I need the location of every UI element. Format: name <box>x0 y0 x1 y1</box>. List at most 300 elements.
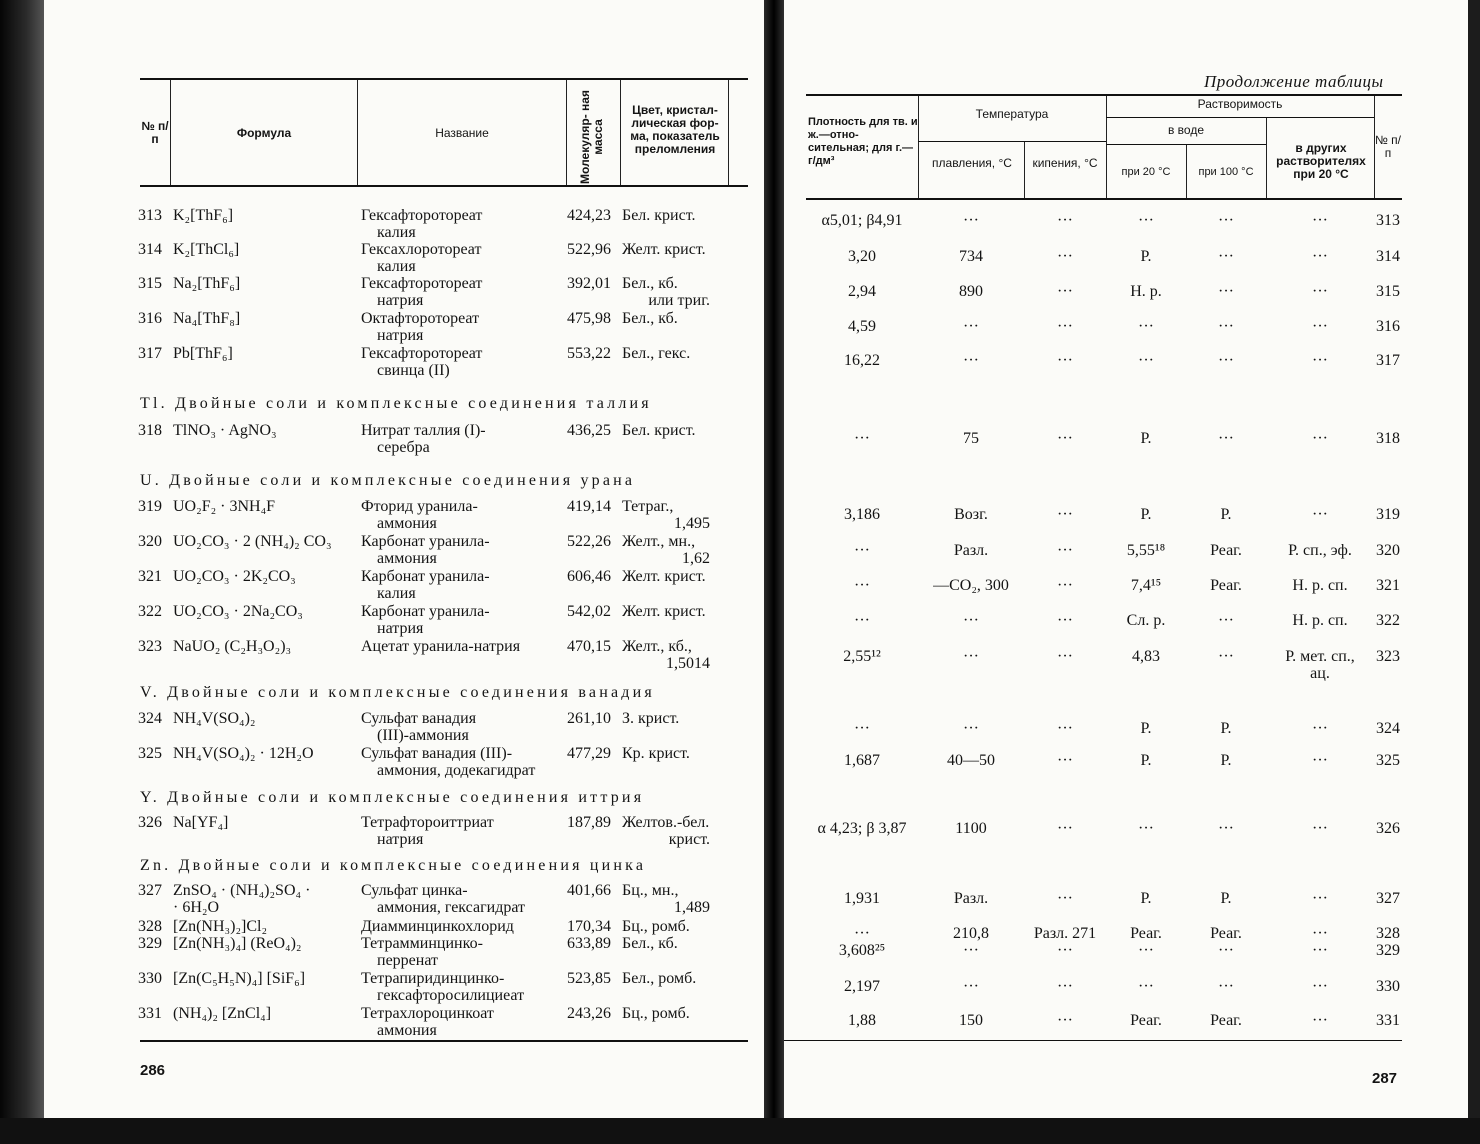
formula-line: UO₂CO₃ · 2 (NH₄)₂ CO₃ <box>173 533 332 550</box>
color-line: Бел. крист. <box>622 422 696 439</box>
row-molar-mass: 522,26 <box>567 533 611 550</box>
melting-cell: ··· <box>963 648 979 665</box>
water100-cell: Реаг. <box>1210 1012 1242 1029</box>
row-name <box>361 603 490 637</box>
boiling-cell: ··· <box>1057 648 1073 665</box>
row-number: 323 <box>138 638 162 655</box>
row-formula <box>173 241 239 258</box>
row-formula <box>173 882 310 916</box>
row-color <box>622 603 732 620</box>
water20-cell: Р. <box>1140 890 1152 907</box>
color-line: Бел., кб. <box>622 935 678 952</box>
name-line: натрия <box>377 292 424 309</box>
row-formula <box>173 207 233 224</box>
row-formula <box>173 498 275 515</box>
name-line: перренат <box>377 952 439 969</box>
row-molar-mass: 170,34 <box>567 918 611 935</box>
name-line: натрия <box>377 327 424 344</box>
melting-cell: Разл. <box>953 890 989 907</box>
section-heading: Tl. Двойные соли и комплексные соединения таллия <box>140 395 652 412</box>
right-table-bottom-rule <box>784 1040 1402 1041</box>
row-number: 318 <box>138 422 162 439</box>
other-line: ··· <box>1312 506 1328 523</box>
row-color <box>622 745 732 762</box>
formula-line: [Zn(NH₃)₂]Cl₂ <box>173 918 268 935</box>
row-name <box>361 918 514 935</box>
row-number: 324 <box>1376 720 1400 737</box>
row-number: 325 <box>138 745 162 762</box>
density-cell: 2,55¹² <box>843 648 881 665</box>
water20-cell: Реаг. <box>1130 925 1162 942</box>
other-solvents-cell <box>1266 506 1374 523</box>
book-bottom-edge <box>0 1118 1480 1144</box>
table-header-rule <box>140 185 748 187</box>
name-line: Гексафтороторeат <box>361 345 483 362</box>
name-line: свинца (II) <box>377 362 450 379</box>
other-line: ··· <box>1312 720 1328 737</box>
row-color <box>622 970 732 987</box>
formula-line: Pb[ThF₆] <box>173 345 233 362</box>
header-solubility: Растворимость <box>1197 97 1283 111</box>
row-formula <box>173 970 305 987</box>
other-solvents-cell <box>1266 248 1374 265</box>
water20-cell: ··· <box>1138 820 1154 837</box>
other-line: ··· <box>1312 430 1328 447</box>
row-molar-mass: 522,96 <box>567 241 611 258</box>
formula-line: NH₄V(SO₄)₂ <box>173 710 256 727</box>
row-molar-mass: 477,29 <box>567 745 611 762</box>
row-formula <box>173 568 296 585</box>
other-solvents-cell <box>1266 820 1374 837</box>
row-molar-mass: 523,85 <box>567 970 611 987</box>
color-line: Бел. крист. <box>622 207 696 224</box>
water20-cell: ··· <box>1138 212 1154 229</box>
water100-cell: Р. <box>1220 506 1232 523</box>
density-cell: 3,20 <box>848 248 876 265</box>
water100-cell: Р. <box>1220 720 1232 737</box>
water20-cell: Реаг. <box>1130 1012 1162 1029</box>
other-line: ··· <box>1312 752 1328 769</box>
water100-cell: ··· <box>1218 978 1234 995</box>
melting-cell: Разл. <box>953 542 989 559</box>
header-mass: Молекуляр- ная масса <box>578 90 605 184</box>
name-line: аммония <box>377 515 437 532</box>
melting-cell: 890 <box>959 283 983 300</box>
row-number: 316 <box>138 310 162 327</box>
name-line: Сульфат ванадия (III)- <box>361 745 513 762</box>
density-cell: 1,88 <box>848 1012 876 1029</box>
row-name <box>361 345 482 379</box>
name-line: Сульфат ванадия <box>361 710 477 727</box>
name-line: Карбонат уранила- <box>361 568 490 585</box>
right-page <box>784 0 1468 1118</box>
color-line: Желтов.-бел. <box>622 814 710 831</box>
row-formula <box>173 710 256 727</box>
water100-cell: ··· <box>1218 212 1234 229</box>
other-solvents-cell <box>1266 352 1374 369</box>
name-line: Тетрамминцинко- <box>361 935 483 952</box>
row-color <box>622 710 732 727</box>
row-number: 330 <box>138 970 162 987</box>
row-color <box>622 275 732 309</box>
header-color: Цвет, кристал- лическая фор- ма, показатель преломления <box>630 103 720 156</box>
row-formula <box>173 935 302 952</box>
water20-cell: ··· <box>1138 352 1154 369</box>
row-number: 321 <box>1376 577 1400 594</box>
name-line: натрия <box>377 620 424 637</box>
density-cell: ··· <box>854 612 870 629</box>
row-molar-mass: 470,15 <box>567 638 611 655</box>
melting-cell: 150 <box>959 1012 983 1029</box>
row-number: 329 <box>138 935 162 952</box>
other-solvents-cell <box>1266 720 1374 737</box>
row-name <box>361 275 482 309</box>
row-number: 315 <box>138 275 162 292</box>
row-formula <box>173 422 277 439</box>
name-line: калия <box>377 585 416 602</box>
density-cell: 1,931 <box>844 890 880 907</box>
boiling-cell: ··· <box>1057 283 1073 300</box>
row-formula <box>173 310 240 327</box>
melting-cell: —CO₂, 300 <box>933 577 1009 594</box>
row-number: 325 <box>1376 752 1400 769</box>
other-solvents-cell <box>1266 612 1374 629</box>
row-name <box>361 310 479 344</box>
row-molar-mass: 187,89 <box>567 814 611 831</box>
row-number: 319 <box>138 498 162 515</box>
melting-cell: 75 <box>963 430 979 447</box>
density-cell: ··· <box>854 542 870 559</box>
other-solvents-cell <box>1266 212 1374 229</box>
boiling-cell: ··· <box>1057 752 1073 769</box>
row-molar-mass: 553,22 <box>567 345 611 362</box>
water100-cell: ··· <box>1218 283 1234 300</box>
formula-line: ZnSO₄ · (NH₄)₂SO₄ · <box>173 882 311 899</box>
name-line: Сульфат цинка- <box>361 882 468 899</box>
color-line: Желт., мн., <box>622 533 696 550</box>
row-number: 317 <box>138 345 162 362</box>
density-cell: 2,94 <box>848 283 876 300</box>
row-formula <box>173 345 233 362</box>
water20-cell: Р. <box>1140 248 1152 265</box>
name-line: Гексахлоротореат <box>361 241 482 258</box>
name-line: Карбонат уранила- <box>361 533 490 550</box>
other-solvents-cell <box>1266 430 1374 447</box>
row-name <box>361 814 494 848</box>
melting-cell: ··· <box>963 212 979 229</box>
left-page <box>44 0 766 1118</box>
row-color <box>622 310 732 327</box>
name-line: Тетрафтороиттриат <box>361 814 494 831</box>
melting-cell: Возг. <box>954 506 988 523</box>
water100-cell: ··· <box>1218 820 1234 837</box>
row-molar-mass: 419,14 <box>567 498 611 515</box>
water100-cell: Р. <box>1220 752 1232 769</box>
row-molar-mass: 606,46 <box>567 568 611 585</box>
formula-line: (NH₄)₂ [ZnCl₄] <box>173 1005 272 1022</box>
row-color <box>622 918 732 935</box>
melting-cell: ··· <box>963 612 979 629</box>
row-formula <box>173 638 291 655</box>
name-line: Нитрат таллия (I)- <box>361 422 486 439</box>
header-temperature: Температура <box>975 107 1049 121</box>
density-cell: α5,01; β4,91 <box>821 212 903 229</box>
name-line: калия <box>377 258 416 275</box>
row-name <box>361 882 525 916</box>
water100-cell: Реаг. <box>1210 542 1242 559</box>
other-solvents-cell <box>1266 978 1374 995</box>
row-color <box>622 882 732 916</box>
row-formula <box>173 275 240 292</box>
water20-cell: Р. <box>1140 720 1152 737</box>
table-top-rule <box>140 78 748 80</box>
other-line: ··· <box>1312 820 1328 837</box>
row-color <box>622 345 732 362</box>
boiling-cell: ··· <box>1057 612 1073 629</box>
row-name <box>361 422 486 456</box>
water100-cell: ··· <box>1218 318 1234 335</box>
name-line: Ацетат уранила-натрия <box>361 638 521 655</box>
water100-cell: ··· <box>1218 942 1234 959</box>
row-formula <box>173 1005 271 1022</box>
row-number: 327 <box>138 882 162 899</box>
name-line: аммония, додекагидрат <box>377 762 536 779</box>
row-color <box>622 1005 732 1022</box>
row-number: 313 <box>1376 212 1400 229</box>
row-molar-mass: 261,10 <box>567 710 611 727</box>
water100-cell: ··· <box>1218 430 1234 447</box>
color-line: Бц., мн., <box>622 882 679 899</box>
other-line: ац. <box>1310 665 1330 682</box>
water20-cell: Р. <box>1140 430 1152 447</box>
formula-line: Na₄[ThF₈] <box>173 310 241 327</box>
name-line: Диамминцинкохлорид <box>361 918 514 935</box>
formula-line: UO₂CO₃ · 2Na₂CO₃ <box>173 603 303 620</box>
row-molar-mass: 401,66 <box>567 882 611 899</box>
row-number: 326 <box>138 814 162 831</box>
row-number: 321 <box>138 568 162 585</box>
water20-cell: ··· <box>1138 942 1154 959</box>
row-number: 315 <box>1376 283 1400 300</box>
formula-line-2: · 6H₂O <box>173 899 220 916</box>
other-solvents-cell <box>1266 942 1374 959</box>
row-name <box>361 1005 494 1039</box>
section-heading: V. Двойные соли и комплексные соединения ванадия <box>140 684 655 701</box>
boiling-cell: ··· <box>1057 820 1073 837</box>
color-line: З. крист. <box>622 710 680 727</box>
boiling-cell: ··· <box>1057 978 1073 995</box>
formula-line: NH₄V(SO₄)₂ · 12H₂O <box>173 745 314 762</box>
name-line: калия <box>377 224 416 241</box>
row-number: 326 <box>1376 820 1400 837</box>
row-number: 318 <box>1376 430 1400 447</box>
other-line: ··· <box>1312 942 1328 959</box>
row-name <box>361 970 524 1004</box>
density-cell: 2,197 <box>844 978 880 995</box>
boiling-cell: Разл. 271 <box>1033 925 1097 942</box>
color-line: Желт., кб., <box>622 638 692 655</box>
row-name <box>361 568 490 602</box>
name-line: аммония, гексагидрат <box>377 899 526 916</box>
melting-cell: ··· <box>963 318 979 335</box>
color-line: крист. <box>668 831 710 848</box>
header-boiling: кипения, °С <box>1032 156 1098 170</box>
color-line: Желт. крист. <box>622 241 706 258</box>
density-cell: α 4,23; β 3,87 <box>817 820 907 837</box>
other-solvents-cell <box>1266 648 1374 682</box>
row-formula <box>173 533 332 550</box>
color-line: Желт. крист. <box>622 568 706 585</box>
row-number: 319 <box>1376 506 1400 523</box>
row-color <box>622 568 732 585</box>
name-line: аммония <box>377 1022 437 1039</box>
row-molar-mass: 633,89 <box>567 935 611 952</box>
row-molar-mass: 436,25 <box>567 422 611 439</box>
color-line: Бел., гекс. <box>622 345 691 362</box>
boiling-cell: ··· <box>1057 577 1073 594</box>
other-line: Н. р. сп. <box>1292 577 1348 594</box>
name-line: Фторид уранила- <box>361 498 478 515</box>
boiling-cell: ··· <box>1057 942 1073 959</box>
section-heading: U. Двойные соли и комплексные соединения урана <box>140 472 636 489</box>
header-num: № п/п <box>141 119 169 146</box>
name-line: Карбонат уранила- <box>361 603 490 620</box>
boiling-cell: ··· <box>1057 542 1073 559</box>
row-number: 328 <box>1376 925 1400 942</box>
page-number-right: 287 <box>1372 1070 1398 1087</box>
row-number: 322 <box>1376 612 1400 629</box>
color-line: Тетраг., <box>622 498 674 515</box>
other-solvents-cell <box>1266 890 1374 907</box>
other-line: ··· <box>1312 1012 1328 1029</box>
water20-cell: 5,55¹⁸ <box>1126 542 1166 559</box>
density-cell: 3,608²⁵ <box>838 942 886 959</box>
boiling-cell: ··· <box>1057 890 1073 907</box>
name-line: Октафторотореат <box>361 310 480 327</box>
boiling-cell: ··· <box>1057 1012 1073 1029</box>
other-solvents-cell <box>1266 752 1374 769</box>
formula-line: K₂[ThF₆] <box>173 207 234 224</box>
row-molar-mass: 475,98 <box>567 310 611 327</box>
melting-cell: 734 <box>959 248 983 265</box>
other-solvents-cell <box>1266 925 1374 942</box>
other-line: ··· <box>1312 978 1328 995</box>
header-density: Плотность для тв. и ж.—отно- сительная; для г.—г/дм³ <box>808 116 918 167</box>
book-left-edge <box>0 0 44 1144</box>
density-cell: ··· <box>854 925 870 942</box>
other-solvents-cell <box>1266 318 1374 335</box>
row-number: 322 <box>138 603 162 620</box>
water20-cell: ··· <box>1138 318 1154 335</box>
boiling-cell: ··· <box>1057 248 1073 265</box>
header-in-water: в воде <box>1167 123 1205 137</box>
section-heading: Y. Двойные соли и комплексные соединения иттрия <box>140 789 645 806</box>
header-formula: Формула <box>236 126 292 140</box>
formula-line: Na₂[ThF₆] <box>173 275 241 292</box>
boiling-cell: ··· <box>1057 506 1073 523</box>
name-line: Гексафтороторeат <box>361 275 483 292</box>
other-line: ··· <box>1312 248 1328 265</box>
row-name <box>361 498 478 532</box>
water20-cell: ··· <box>1138 978 1154 995</box>
row-color <box>622 498 732 532</box>
row-molar-mass: 392,01 <box>567 275 611 292</box>
row-number: 328 <box>138 918 162 935</box>
melting-cell: ··· <box>963 942 979 959</box>
melting-cell: 210,8 <box>953 925 989 942</box>
water20-cell: Н. р. <box>1130 283 1162 300</box>
water100-cell: ··· <box>1218 352 1234 369</box>
formula-line: [Zn(NH₃)₄] (ReO₄)₂ <box>173 935 302 952</box>
other-solvents-cell <box>1266 1012 1374 1029</box>
formula-line: TlNO₃ · AgNO₃ <box>173 422 277 439</box>
header-other-solvents: в других растворителях при 20 °С <box>1276 141 1366 181</box>
water20-cell: Р. <box>1140 506 1152 523</box>
row-number: 314 <box>138 241 162 258</box>
name-line: (III)-аммония <box>377 727 469 744</box>
color-line: 1,495 <box>674 515 710 532</box>
row-name <box>361 710 476 744</box>
density-cell: 1,687 <box>844 752 880 769</box>
water100-cell: Реаг. <box>1210 925 1242 942</box>
other-solvents-cell <box>1266 542 1374 559</box>
boiling-cell: ··· <box>1057 318 1073 335</box>
color-line: Желт. крист. <box>622 603 706 620</box>
row-color <box>622 935 732 952</box>
row-molar-mass: 542,02 <box>567 603 611 620</box>
row-color <box>622 241 732 258</box>
boiling-cell: ··· <box>1057 212 1073 229</box>
name-line: серебра <box>377 439 430 456</box>
water20-cell: 7,4¹⁵ <box>1130 577 1162 594</box>
header-num-right: № п/п <box>1374 133 1402 160</box>
boiling-cell: ··· <box>1057 720 1073 737</box>
name-line: Тетрахлороцинкоат <box>361 1005 494 1022</box>
row-name <box>361 638 520 655</box>
water100-cell: Реаг. <box>1210 577 1242 594</box>
boiling-cell: ··· <box>1057 430 1073 447</box>
name-line: аммония <box>377 550 437 567</box>
row-number: 316 <box>1376 318 1400 335</box>
density-cell: 4,59 <box>848 318 876 335</box>
color-line: Бел., ромб. <box>622 970 697 987</box>
water100-cell: Р. <box>1220 890 1232 907</box>
melting-cell: ··· <box>963 352 979 369</box>
color-line: Бц., ромб. <box>622 918 690 935</box>
formula-line: UO₂F₂ · 3NH₄F <box>173 498 276 515</box>
row-number: 314 <box>1376 248 1400 265</box>
water20-cell: Р. <box>1140 752 1152 769</box>
row-formula <box>173 603 303 620</box>
name-line: Гексафтороторeат <box>361 207 483 224</box>
row-molar-mass: 243,26 <box>567 1005 611 1022</box>
header-at100: при 100 °С <box>1198 166 1254 178</box>
name-line: натрия <box>377 831 424 848</box>
other-line: ··· <box>1312 925 1328 942</box>
color-line: или триг. <box>648 292 710 309</box>
row-formula <box>173 745 314 762</box>
other-line: ··· <box>1312 212 1328 229</box>
density-cell: ··· <box>854 430 870 447</box>
melting-cell: ··· <box>963 720 979 737</box>
other-line: ··· <box>1312 890 1328 907</box>
row-number: 313 <box>138 207 162 224</box>
other-line: ··· <box>1312 283 1328 300</box>
row-number: 331 <box>1376 1012 1400 1029</box>
row-formula <box>173 814 228 831</box>
row-color <box>622 814 732 848</box>
other-line: Р. мет. сп., <box>1285 648 1355 665</box>
